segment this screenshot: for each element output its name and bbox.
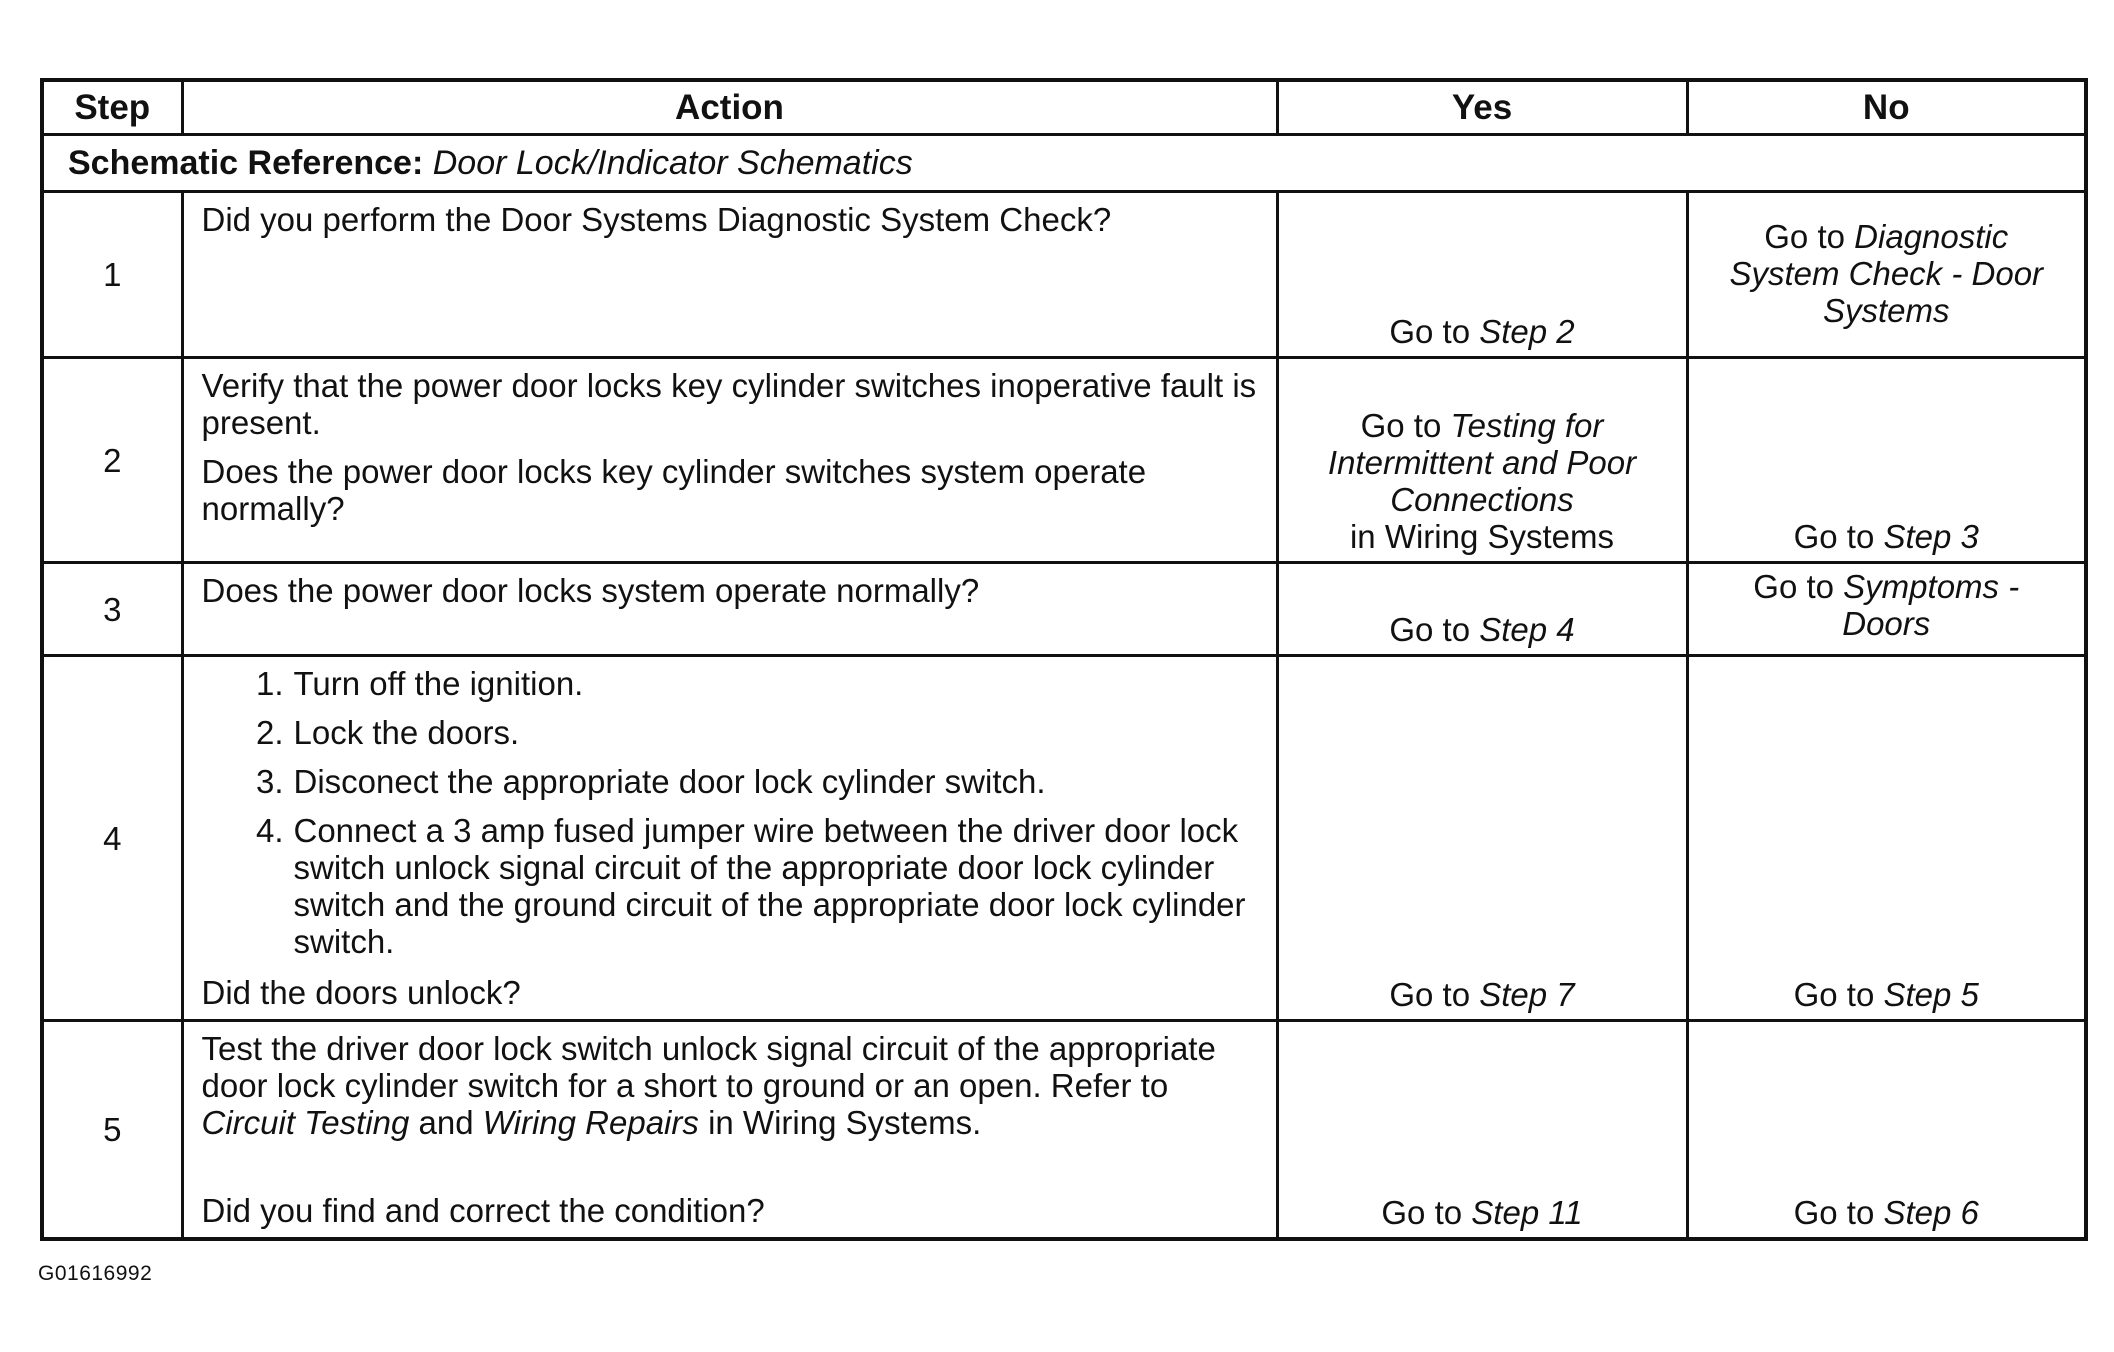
action-cell	[182, 563, 1277, 656]
step-number: 3	[42, 563, 182, 656]
no-cell	[1687, 563, 2086, 656]
figure-id: G01616992	[38, 1262, 153, 1285]
yes-cell	[1277, 358, 1687, 563]
no-target-link[interactable]: Symptoms - Doors	[1842, 568, 2020, 642]
list-item	[202, 714, 1262, 751]
step-number: 4	[42, 656, 182, 1021]
header-action: Action	[182, 80, 1277, 135]
action-question: Does the power door locks system operate normally?	[201, 572, 980, 609]
yes-target-link[interactable]: Testing for Intermittent and Poor Connections	[1327, 407, 1637, 518]
no-target-link[interactable]: Step 3	[1883, 518, 1979, 555]
table-row	[42, 1021, 2086, 1239]
list-item-text: Connect a 3 amp fused jumper wire between the driver door lock switch unlock signal circuit of the appropriate door lock cylinder switch and the ground circuit of the appropriate door lock cylinder switch.	[293, 812, 1246, 960]
no-target-link[interactable]: Step 5	[1883, 976, 1979, 1013]
yes-cell	[1277, 656, 1687, 1021]
table-row	[42, 563, 2086, 656]
action-question: Did you find and correct the condition?	[201, 1191, 765, 1229]
no-cell	[1687, 358, 2086, 563]
action-cell	[182, 1021, 1277, 1239]
circuit-testing-link[interactable]: Circuit Testing	[201, 1104, 410, 1141]
step-number: 1	[42, 192, 182, 358]
list-item	[202, 763, 1262, 800]
no-cell	[1687, 656, 2086, 1021]
action-question: Does the power door locks key cylinder switches system operate normally?	[201, 453, 1147, 527]
action-text: Test the driver door lock switch unlock signal circuit of the appropriate door lock cylinder switch for a short to ground or an open. Refer to Circuit Testing and Wiring Repairs in Wiring Systems.	[201, 1030, 1216, 1141]
table-row	[42, 358, 2086, 563]
yes-suffix: in Wiring Systems	[1349, 518, 1615, 555]
yes-prefix: Go to	[1389, 611, 1471, 648]
schematic-reference-link[interactable]: Door Lock/Indicator Schematics	[432, 143, 913, 182]
yes-target-link[interactable]: Step 7	[1479, 976, 1575, 1013]
yes-cell	[1277, 1021, 1687, 1239]
header-yes: Yes	[1277, 80, 1687, 135]
yes-prefix: Go to	[1389, 313, 1471, 350]
action-cell	[182, 656, 1277, 1021]
yes-target-link[interactable]: Step 4	[1479, 611, 1575, 648]
yes-prefix: Go to	[1360, 407, 1442, 444]
list-item	[202, 812, 1262, 960]
schematic-reference-row	[42, 135, 2086, 192]
no-prefix: Go to	[1793, 1193, 1875, 1231]
header-row	[42, 80, 2086, 135]
list-item-number: 1.	[255, 665, 284, 702]
no-target-link[interactable]: Step 6	[1883, 1193, 1979, 1231]
no-prefix: Go to	[1764, 218, 1845, 255]
list-item-number: 4.	[255, 812, 284, 849]
yes-cell	[1277, 563, 1687, 656]
no-cell	[1687, 192, 2086, 358]
action-question: Did the doors unlock?	[201, 974, 521, 1011]
step-number: 2	[42, 358, 182, 563]
schematic-reference	[42, 135, 2086, 192]
list-item-text: Turn off the ignition.	[293, 665, 584, 702]
list-item-number: 2.	[255, 714, 284, 751]
action-text: Did you perform the Door Systems Diagnostic System Check?	[201, 201, 1112, 238]
procedure-list	[202, 665, 1262, 972]
table-row	[42, 192, 2086, 358]
list-item-number: 3.	[255, 763, 284, 800]
diagnostic-table	[40, 78, 2088, 1241]
yes-cell	[1277, 192, 1687, 358]
table-row	[42, 656, 2086, 1021]
no-cell	[1687, 1021, 2086, 1239]
action-cell	[182, 192, 1277, 358]
yes-target-link[interactable]: Step 2	[1479, 313, 1575, 350]
no-prefix: Go to	[1793, 976, 1875, 1013]
yes-target-link[interactable]: Step 11	[1471, 1193, 1583, 1231]
action-text: Verify that the power door locks key cylinder switches inoperative fault is present.	[201, 367, 1257, 441]
list-item	[202, 665, 1262, 702]
no-prefix: Go to	[1753, 568, 1834, 605]
action-cell	[182, 358, 1277, 563]
step-number: 5	[42, 1021, 182, 1239]
no-target-link[interactable]: Diagnostic System Check - Door Systems	[1729, 218, 2044, 329]
header-step: Step	[42, 80, 182, 135]
yes-prefix: Go to	[1389, 976, 1471, 1013]
schematic-reference-label: Schematic Reference:	[68, 143, 424, 182]
list-item-text: Disconect the appropriate door lock cylinder switch.	[293, 763, 1046, 800]
wiring-repairs-link[interactable]: Wiring Repairs	[482, 1104, 699, 1141]
list-item-text: Lock the doors.	[293, 714, 520, 751]
header-no: No	[1687, 80, 2086, 135]
no-prefix: Go to	[1793, 518, 1875, 555]
yes-prefix: Go to	[1381, 1193, 1463, 1231]
